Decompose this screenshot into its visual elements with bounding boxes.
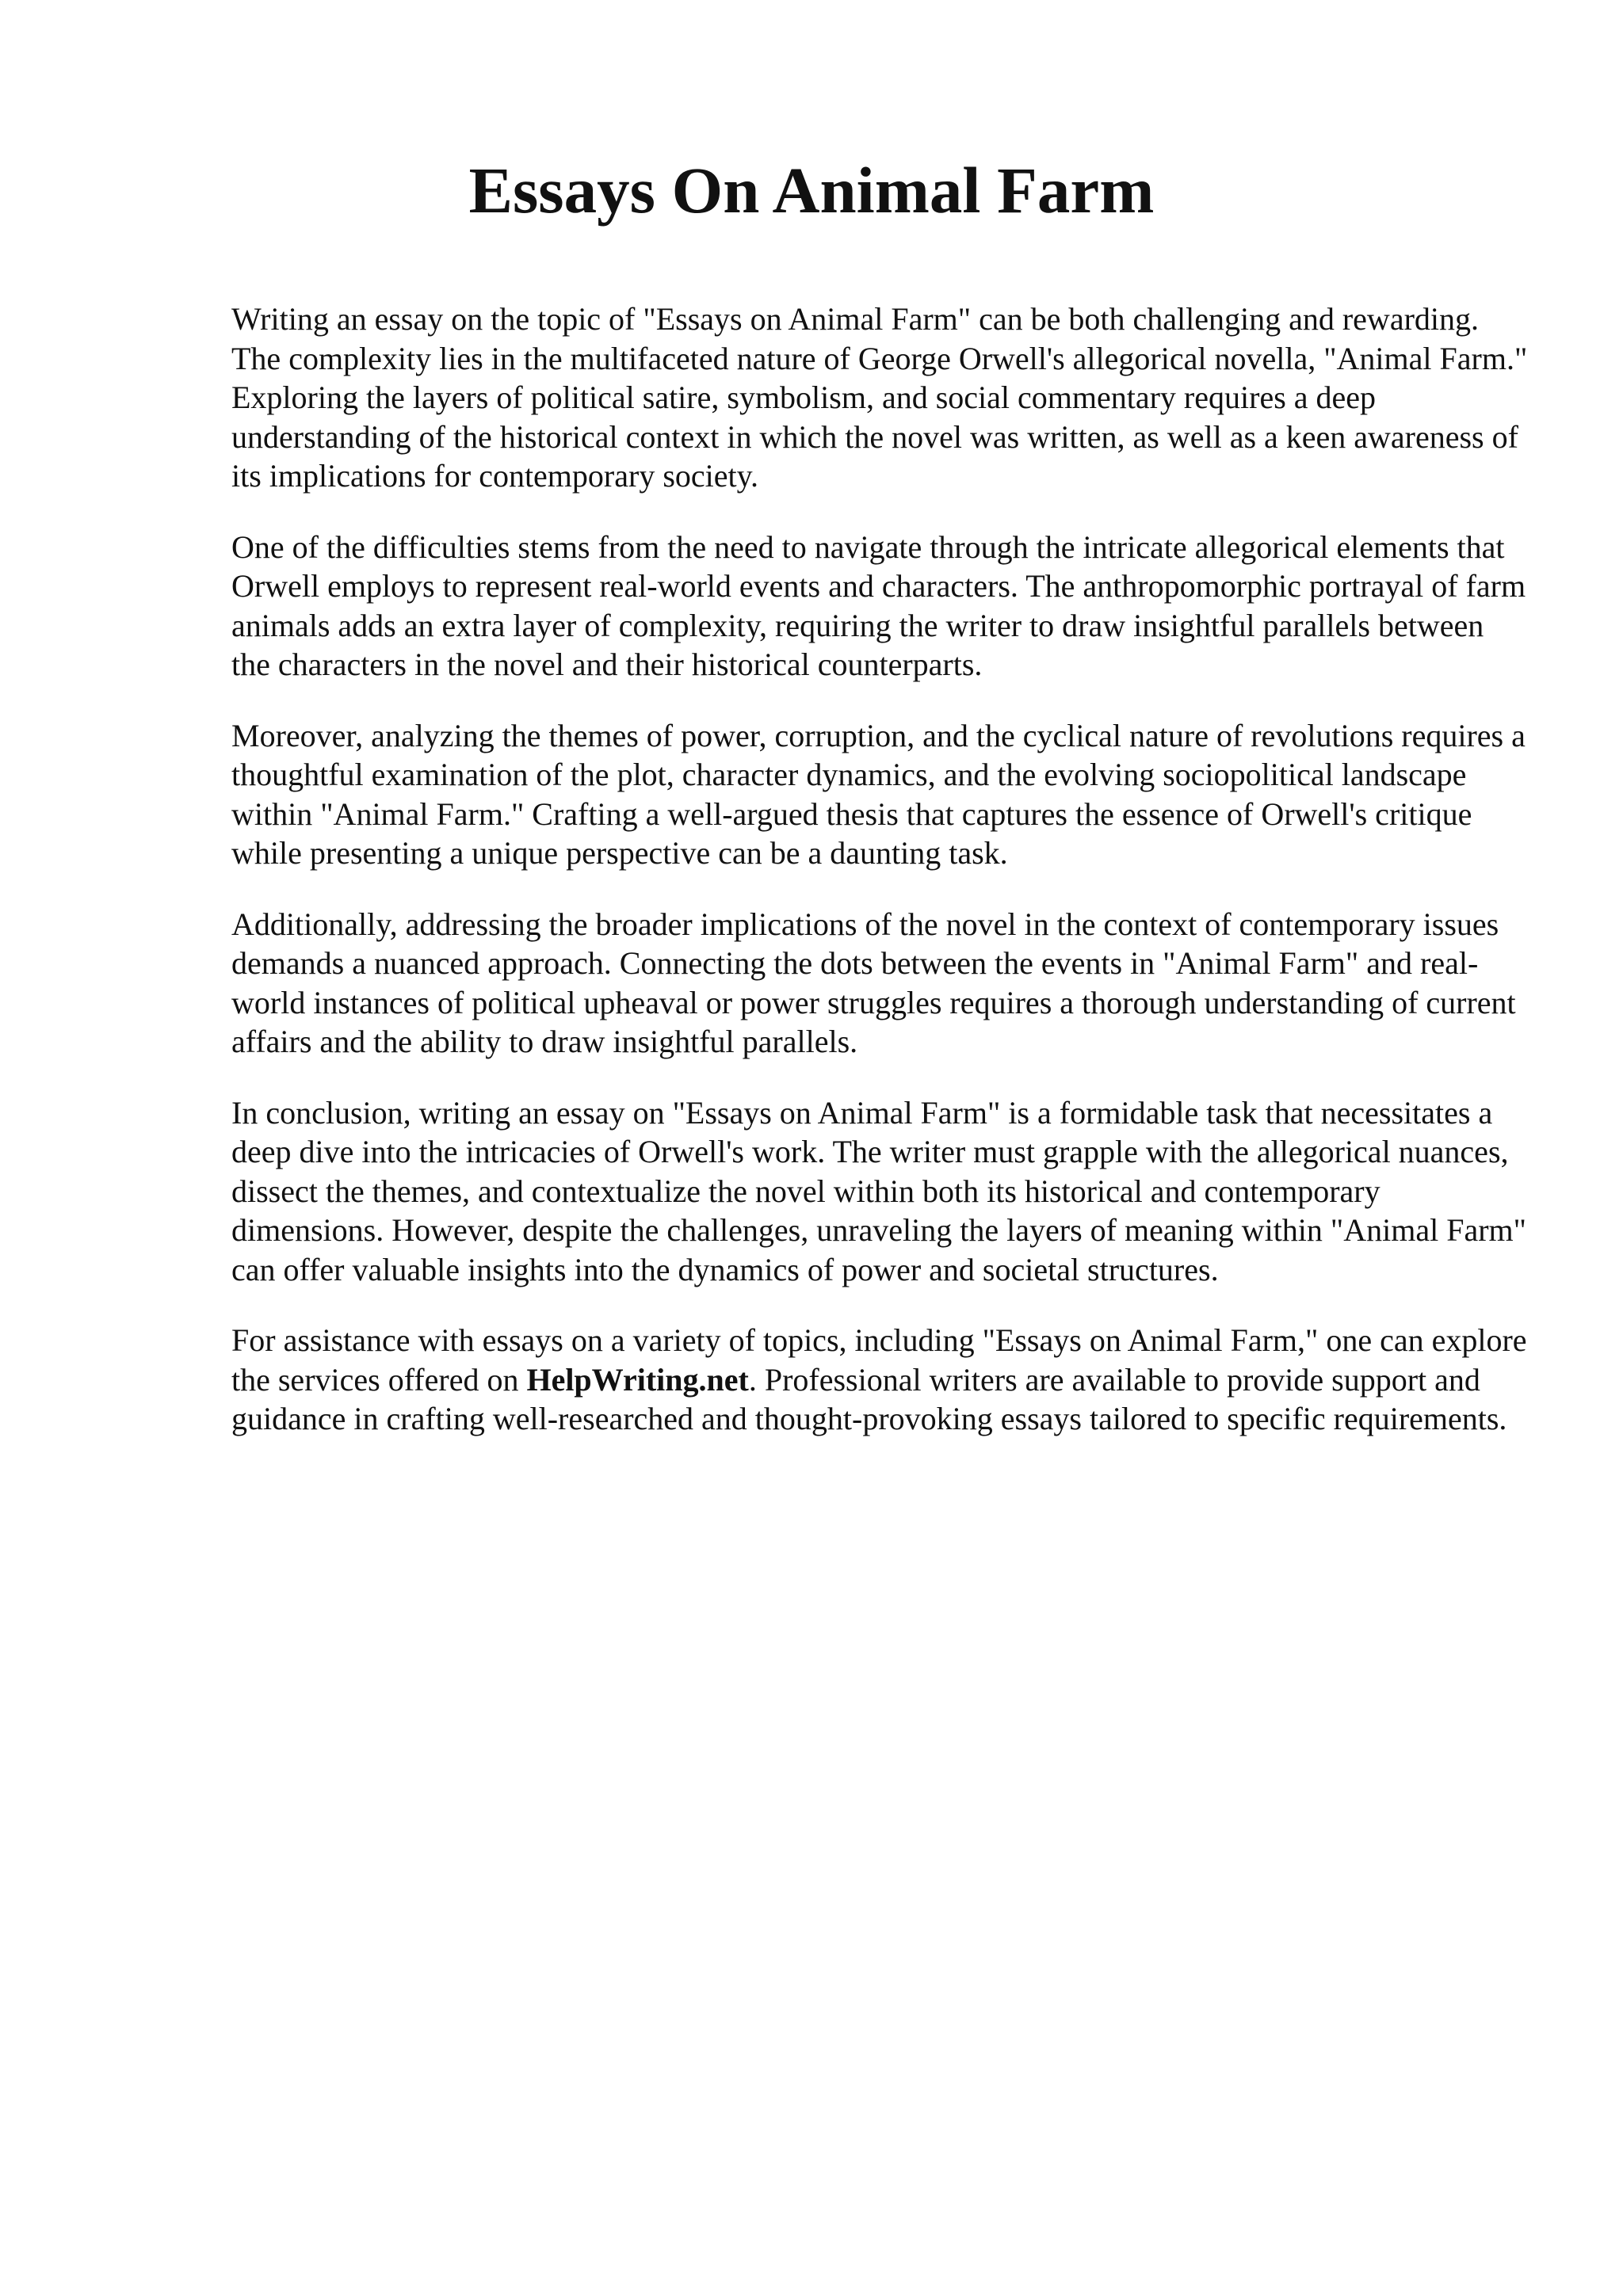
paragraph-2: One of the difficulties stems from the need to navigate through the intricate allegorical elements that Orwell employs to represent real-world events and characters. The anthropomorphic portrayal of farm animals adds an extra layer of complexity, requiring the writer to draw insightful parallels between the characters in the novel and their historical counterparts. — [231, 528, 1526, 682]
helpwriting-link[interactable]: HelpWriting.net — [526, 1361, 749, 1398]
paragraph-4: Additionally, addressing the broader implications of the novel in the context of contemporary issues demands a nuanced approach. Connecting the dots between the events in "Animal Farm" and real-world instances of political upheaval or power struggles requires a thorough understanding of current affairs and the ability to draw insightful parallels. — [231, 906, 1516, 1059]
paragraph-5: In conclusion, writing an essay on "Essays on Animal Farm" is a formidable task that necessitates a deep dive into the intricacies of Orwell's work. The writer must grapple with the allegorical nuances, dissect the themes, and contextualize the novel within both its historical and contemporary dimensions. However, despite the challenges, unraveling the layers of meaning within "Animal Farm" can offer valuable insights into the dynamics of power and societal structures. — [231, 1094, 1526, 1287]
paragraph-6 — [231, 1321, 1528, 1439]
paragraph-6-outro: . Professional writers are available to provide support and guidance in crafting well-researched and thought-provoking essays tailored to specific requirements. — [231, 1361, 1507, 1436]
paragraph-3: Moreover, analyzing the themes of power, corruption, and the cyclical nature of revolutions requires a thoughtful examination of the plot, character dynamics, and the evolving sociopolitical landscape within "Animal Farm." Crafting a well-argued thesis that captures the essence of Orwell's critique while presenting a unique perspective can be a daunting task. — [231, 717, 1526, 871]
page-title: Essays On Animal Farm — [468, 154, 1155, 227]
essay-body — [231, 299, 1528, 1470]
paragraph-6-intro: For assistance with essays on a variety of topics, including "Essays on Animal Farm," one can explore the services offered on — [231, 1322, 1527, 1398]
paragraph-1: Writing an essay on the topic of "Essays on Animal Farm" can be both challenging and rewarding. The complexity lies in the multifaceted nature of George Orwell's allegorical novella, "Animal Farm." Exploring the layers of political satire, symbolism, and social commentary requires a deep understanding of the historical context in which the novel was written, as well as a keen awareness of its implications for contemporary society. — [231, 301, 1528, 494]
